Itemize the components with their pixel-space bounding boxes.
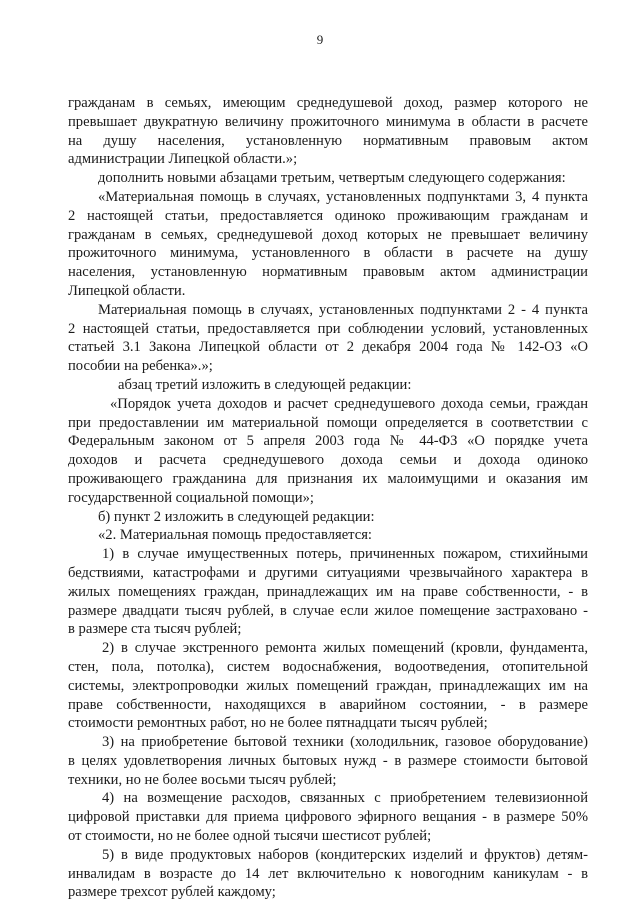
text-line: пособии на ребенка».»; xyxy=(68,358,213,375)
text-line: 2 настоящей статьи, предоставляется одиноко проживающим гражданам и xyxy=(68,207,588,224)
document-body xyxy=(68,94,588,902)
text-line: при предоставлении им материальной помощи определяется в соответствии с xyxy=(68,414,588,431)
text-line: превышает двукратную величину прожиточного минимума в области в расчете xyxy=(68,113,588,130)
text-line: б) пункт 2 изложить в следующей редакции: xyxy=(98,508,375,525)
text-line: доходов и расчета среднедушевого дохода семьи и дохода одиноко xyxy=(68,452,588,469)
text-line: администрации Липецкой области.»; xyxy=(68,151,298,168)
text-line: в размере ста тысяч рублей; xyxy=(68,621,242,638)
text-line: 5) в виде продуктовых наборов (кондитерских изделий и фруктов) детям- xyxy=(102,846,588,863)
text-line: на душу населения, установленную нормативным правовым актом xyxy=(68,132,588,149)
text-line: государственной социальной помощи»; xyxy=(68,489,314,506)
text-line: 2) в случае экстренного ремонта жилых помещений (кровли, фундамента, xyxy=(102,640,588,657)
text-line: прожиточного минимума, установленного в области в расчете на душу xyxy=(68,245,588,262)
text-line: стоимости ремонтных работ, но не более пятнадцати тысяч рублей; xyxy=(68,715,488,732)
text-line: «2. Материальная помощь предоставляется: xyxy=(98,527,372,544)
text-line: статьей 3.1 Закона Липецкой области от 2 декабря 2004 года № 142-ОЗ «О xyxy=(68,339,588,356)
text-line: от стоимости, но не более одной тысячи шестисот рублей; xyxy=(68,828,432,845)
text-line: проживающего гражданина для признания их малоимущими и оказания им xyxy=(68,470,588,487)
text-line: инвалидам в возрасте до 14 лет включительно к новогодним каникулам - в xyxy=(68,865,588,882)
text-line: техники, но не более восьми тысяч рублей; xyxy=(68,771,337,788)
text-line: «Порядок учета доходов и расчет среднедушевого дохода семьи, граждан xyxy=(110,395,588,412)
text-line: «Материальная помощь в случаях, установленных подпунктами 3, 4 пункта xyxy=(98,188,588,205)
text-line: размере трехсот рублей каждому; xyxy=(68,884,276,901)
text-line: 1) в случае имущественных потерь, причиненных пожаром, стихийными xyxy=(102,546,588,563)
text-line: стен, пола, потолка), систем водоснабжения, водоотведения, отопительной xyxy=(68,658,588,675)
text-line: цифровой приставки для приема цифрового эфирного вещания - в размере 50% xyxy=(68,809,588,826)
text-line: размере двадцати тысяч рублей, в случае если жилое помещение застраховано - xyxy=(68,602,588,619)
text-line: праве собственности, находящихся в аварийном состоянии, - в размере xyxy=(68,696,588,713)
text-line: 2 настоящей статьи, предоставляется при соблюдении условий, установленных xyxy=(68,320,588,337)
text-line: 4) на возмещение расходов, связанных с приобретением телевизионной xyxy=(102,790,588,807)
text-line: дополнить новыми абзацами третьим, четвертым следующего содержания: xyxy=(98,170,566,187)
text-line: в целях удовлетворения личных бытовых нужд - в размере стоимости бытовой xyxy=(68,752,588,769)
text-line: гражданам в семьях, имеющим среднедушевой доход, размер которого не xyxy=(68,95,588,111)
text-line: Материальная помощь в случаях, установленных подпунктами 2 - 4 пункта xyxy=(98,301,588,318)
text-line: населения, установленную нормативным правовым актом администрации xyxy=(68,264,588,281)
text-line: Федеральным законом от 5 апреля 2003 года № 44-ФЗ «О порядке учета xyxy=(68,433,588,450)
text-line: системы, электропроводки жилых помещений граждан, принадлежащих им на xyxy=(68,677,588,694)
text-line: гражданам в семьях, среднедушевой доход которых не превышает величину xyxy=(68,226,588,243)
text-line: абзац третий изложить в следующей редакции: xyxy=(118,376,412,393)
page-number: 9 xyxy=(316,32,324,47)
text-line: бедствиями, катастрофами и другими ситуациями чрезвычайного характера в xyxy=(68,564,588,581)
text-line: жилых помещениях граждан, принадлежащих им на праве собственности, - в xyxy=(68,583,588,600)
text-line: Липецкой области. xyxy=(68,282,186,299)
text-line: 3) на приобретение бытовой техники (холодильник, газовое оборудование) xyxy=(102,734,588,751)
